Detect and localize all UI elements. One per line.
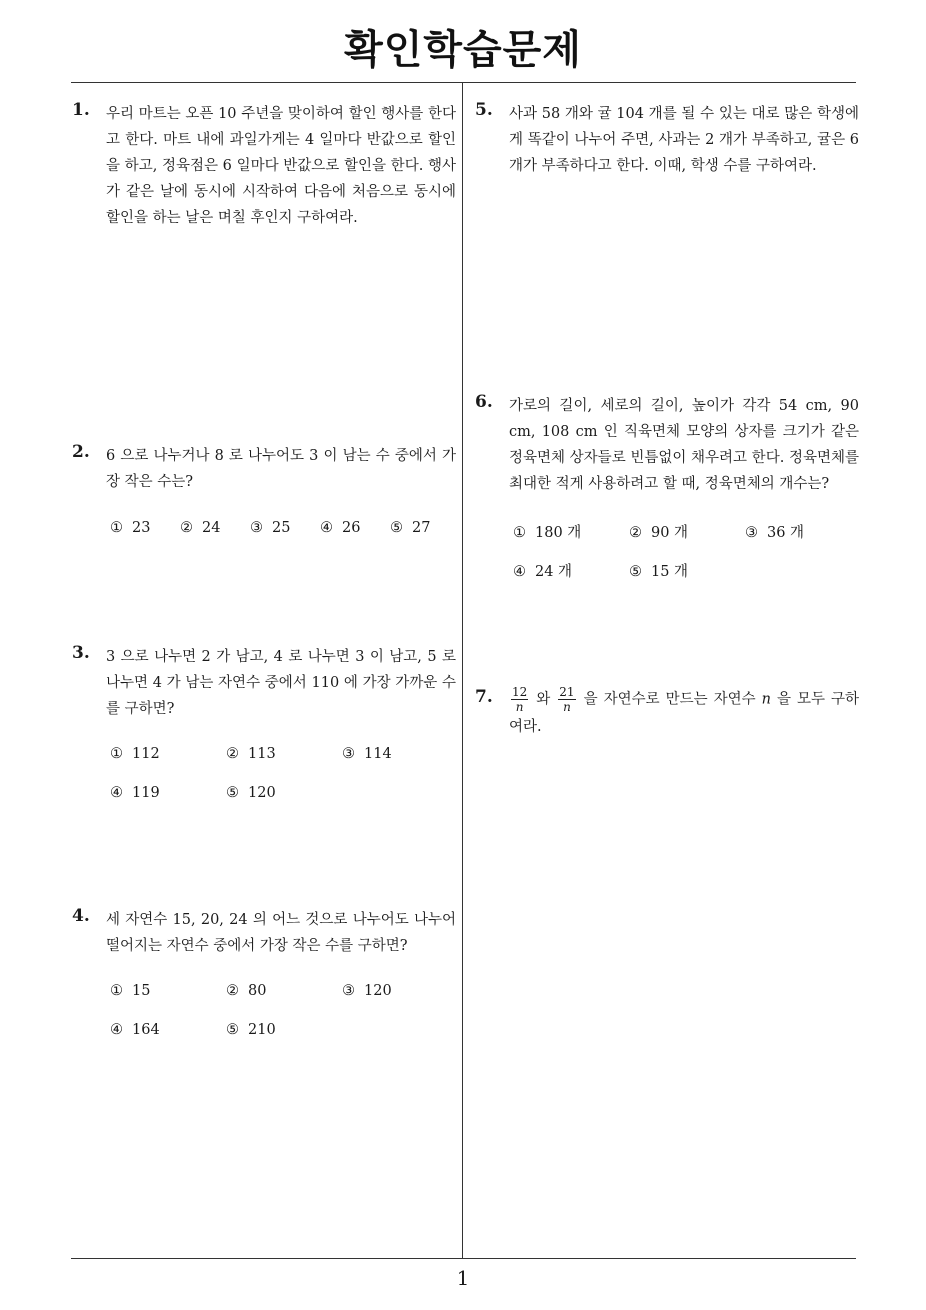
fraction-12-over-n: $\frac{12}{n}$ xyxy=(512,685,528,714)
choice-1[interactable]: ① 23 xyxy=(110,520,151,536)
choice-5[interactable]: ⑤ 27 xyxy=(390,520,431,536)
problem-4 xyxy=(72,906,457,1046)
problem-text: 가로의 길이, 세로의 길이, 높이가 각각 54 cm, 90 cm, 108 cm 인 직육면체 모양의 상자를 크기가 같은 정육면체 상자들로 빈틈없이 채우려고 한다. 정육면체를 최대한 적게 사용하려고 할 때, 정육면체의 개수는? xyxy=(509,398,859,492)
problem-text: 3 으로 나누면 2 가 남고, 4 로 나누면 3 이 남고, 5 로 나누면 4 가 남는 자연수 중에서 110 에 가장 가까운 수를 구하면? xyxy=(106,649,456,717)
header-rule xyxy=(71,82,856,83)
problem-number: 4. xyxy=(72,906,90,926)
choice-2[interactable]: ② 24 xyxy=(180,520,221,536)
column-divider xyxy=(462,83,463,1258)
choice-1[interactable]: ① 180 개 xyxy=(513,525,582,541)
choice-4[interactable]: ④ 164 xyxy=(110,1022,160,1038)
page-number: 1 xyxy=(456,1266,470,1290)
choice-1[interactable]: ① 15 xyxy=(110,983,151,999)
problem-text: 사과 58 개와 귤 104 개를 될 수 있는 대로 많은 학생에게 똑같이 나누어 주면, 사과는 2 개가 부족하고, 귤은 6 개가 부족하다고 한다. 이때, 학생 수를 구하여라. xyxy=(509,106,859,174)
choice-4[interactable]: ④ 24 개 xyxy=(513,564,573,580)
fraction-21-over-n: $\frac{21}{n}$ xyxy=(559,685,575,714)
problem-text: 우리 마트는 오픈 10 주년을 맞이하여 할인 행사를 한다고 한다. 마트 내에 과일가게는 4 일마다 반값으로 할인을 하고, 정육점은 6 일마다 반값으로 할인을 한다. 행사가 같은 날에 동시에 시작하여 다음에 처음으로 동시에 할인을 하는 날은 며칠 후인지 구하여라. xyxy=(106,106,456,226)
choice-1[interactable]: ① 112 xyxy=(110,746,160,762)
problem-text: $\frac{12}{n}$ 와 $\frac{21}{n}$ 을 자연수로 만드는 자연수 n 을 모두 구하여라. xyxy=(509,685,860,735)
problem-number: 1. xyxy=(72,100,90,120)
problem-text: 6 으로 나누거나 8 로 나누어도 3 이 남는 수 중에서 가장 작은 수는? xyxy=(106,448,456,490)
problem-2 xyxy=(72,442,457,552)
page-title: 확인학습문제 xyxy=(344,27,582,73)
problem-number: 2. xyxy=(72,442,90,462)
problem-6 xyxy=(475,392,860,592)
choice-4[interactable]: ④ 119 xyxy=(110,785,160,801)
footer-rule xyxy=(71,1258,856,1259)
choice-2[interactable]: ② 113 xyxy=(226,746,276,762)
choice-5[interactable]: ⑤ 120 xyxy=(226,785,276,801)
choice-3[interactable]: ③ 25 xyxy=(250,520,291,536)
choice-4[interactable]: ④ 26 xyxy=(320,520,361,536)
choice-2[interactable]: ② 80 xyxy=(226,983,267,999)
problem-text: 세 자연수 15, 20, 24 의 어느 것으로 나누어도 나누어 떨어지는 자연수 중에서 가장 작은 수를 구하면? xyxy=(106,912,456,954)
choice-3[interactable]: ③ 120 xyxy=(342,983,392,999)
problem-number: 7. xyxy=(475,687,493,707)
choice-5[interactable]: ⑤ 15 개 xyxy=(629,564,689,580)
problem-number: 6. xyxy=(475,392,493,412)
choice-5[interactable]: ⑤ 210 xyxy=(226,1022,276,1038)
problem-number: 5. xyxy=(475,100,493,120)
choice-3[interactable]: ③ 114 xyxy=(342,746,392,762)
choice-3[interactable]: ③ 36 개 xyxy=(745,525,805,541)
problem-number: 3. xyxy=(72,643,90,663)
problem-3 xyxy=(72,643,457,813)
choice-2[interactable]: ② 90 개 xyxy=(629,525,689,541)
